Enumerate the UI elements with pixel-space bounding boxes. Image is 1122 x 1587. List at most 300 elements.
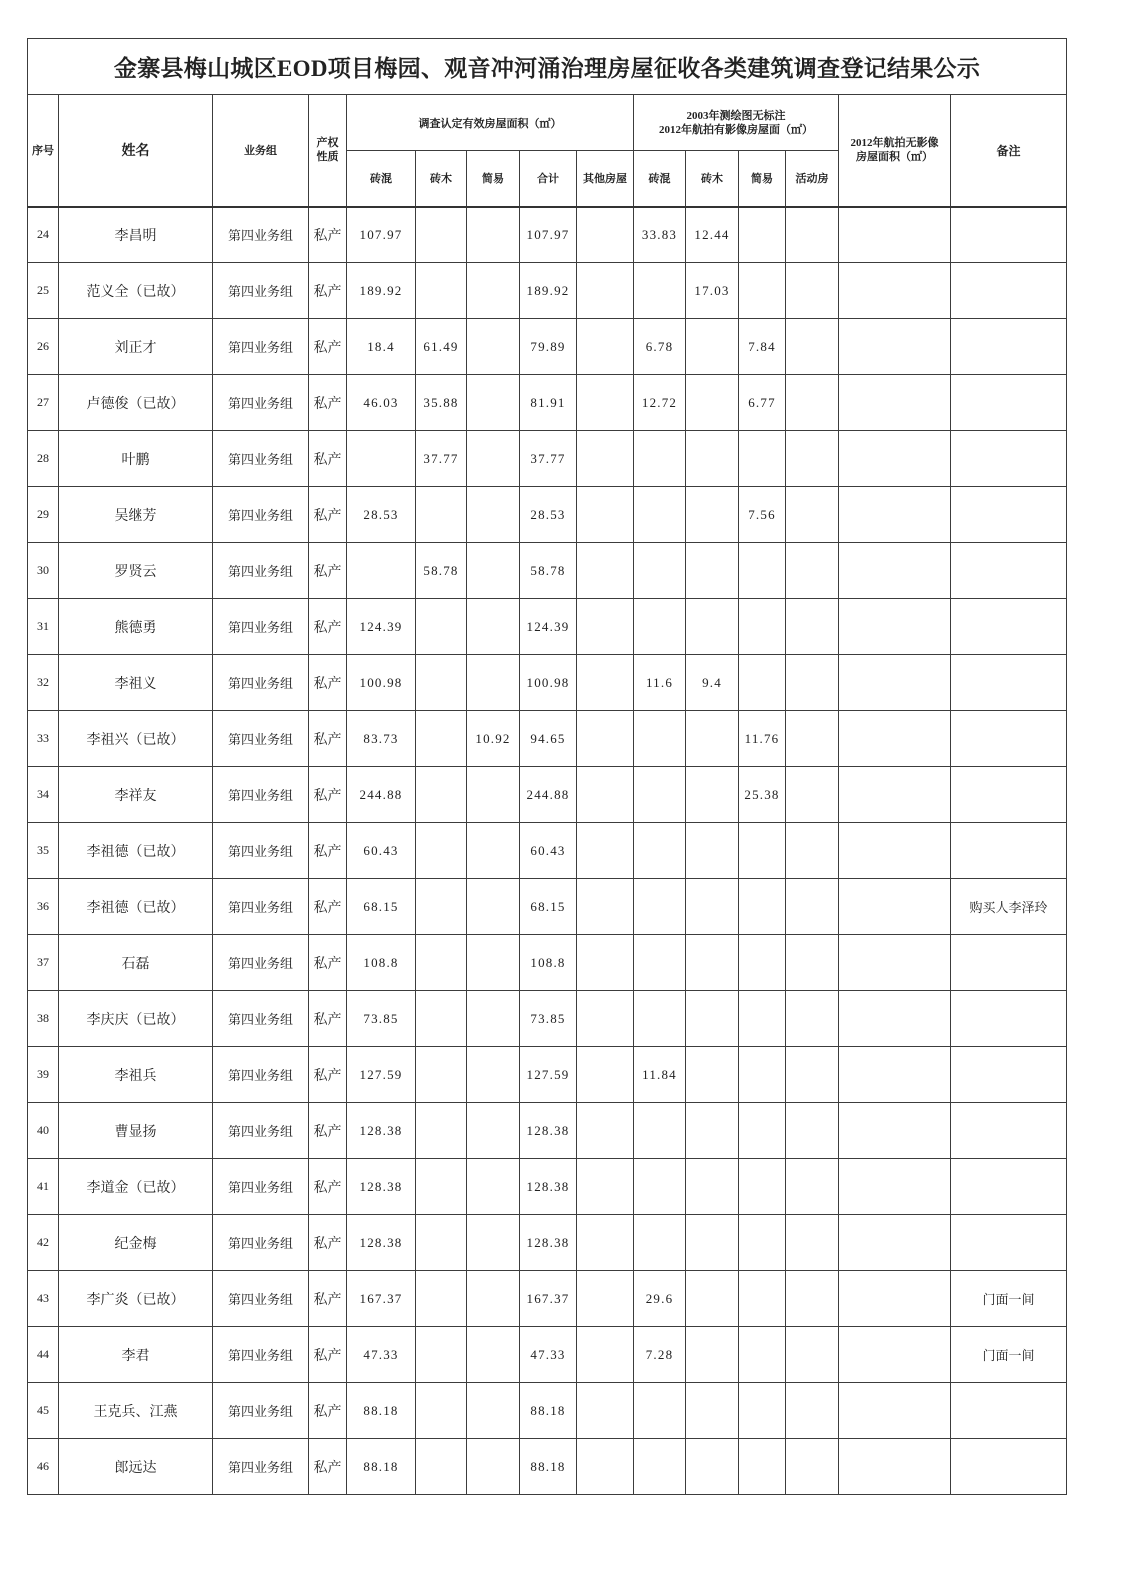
cell-survey-other <box>577 1047 634 1103</box>
cell-survey-total: 100.98 <box>520 655 577 711</box>
cell-survey-other <box>577 487 634 543</box>
cell-aerial-simple <box>739 263 786 319</box>
cell-group: 第四业务组 <box>213 1383 309 1439</box>
cell-name: 李君 <box>59 1327 213 1383</box>
cell-survey-brick-concrete: 100.98 <box>347 655 416 711</box>
cell-survey-brick-concrete: 244.88 <box>347 767 416 823</box>
cell-remark <box>951 263 1067 319</box>
header-row-1 <box>28 95 1067 151</box>
cell-aerial-brick-wood <box>686 543 739 599</box>
table-row <box>28 879 1067 935</box>
cell-survey-other <box>577 879 634 935</box>
cell-seq: 34 <box>28 767 59 823</box>
table-row <box>28 1215 1067 1271</box>
cell-aerial-mobile <box>786 263 839 319</box>
cell-name: 李祖德（已故） <box>59 879 213 935</box>
cell-aerial-mobile <box>786 207 839 263</box>
table-row <box>28 319 1067 375</box>
header-aerial-line2: 2012年航拍有影像房屋面（㎡） <box>659 123 813 136</box>
cell-remark <box>951 935 1067 991</box>
header-survey-other: 其他房屋 <box>577 151 634 207</box>
table-row <box>28 1271 1067 1327</box>
cell-survey-other <box>577 1215 634 1271</box>
header-name: 姓名 <box>59 95 213 207</box>
cell-survey-brick-concrete: 127.59 <box>347 1047 416 1103</box>
table-row <box>28 1103 1067 1159</box>
cell-remark <box>951 431 1067 487</box>
cell-survey-brick-wood <box>416 1383 467 1439</box>
cell-survey-total: 88.18 <box>520 1383 577 1439</box>
cell-no-image-area <box>839 207 951 263</box>
cell-survey-total: 60.43 <box>520 823 577 879</box>
cell-aerial-brick-concrete <box>634 823 686 879</box>
cell-survey-other <box>577 207 634 263</box>
cell-survey-brick-concrete: 73.85 <box>347 991 416 1047</box>
cell-property: 私产 <box>309 319 347 375</box>
cell-property: 私产 <box>309 1103 347 1159</box>
cell-seq: 40 <box>28 1103 59 1159</box>
cell-remark <box>951 1103 1067 1159</box>
cell-survey-simple <box>467 1047 520 1103</box>
cell-property: 私产 <box>309 599 347 655</box>
cell-no-image-area <box>839 879 951 935</box>
cell-property: 私产 <box>309 935 347 991</box>
cell-survey-brick-concrete: 28.53 <box>347 487 416 543</box>
cell-survey-brick-concrete: 124.39 <box>347 599 416 655</box>
header-survey-brick-concrete: 砖混 <box>347 151 416 207</box>
cell-remark <box>951 1159 1067 1215</box>
cell-aerial-simple: 7.56 <box>739 487 786 543</box>
cell-aerial-mobile <box>786 319 839 375</box>
cell-survey-brick-concrete: 107.97 <box>347 207 416 263</box>
cell-aerial-mobile <box>786 655 839 711</box>
cell-aerial-brick-concrete <box>634 431 686 487</box>
cell-seq: 27 <box>28 375 59 431</box>
cell-seq: 35 <box>28 823 59 879</box>
cell-name: 李庆庆（已故） <box>59 991 213 1047</box>
cell-aerial-brick-wood <box>686 991 739 1047</box>
cell-remark <box>951 1383 1067 1439</box>
cell-property: 私产 <box>309 1215 347 1271</box>
cell-property: 私产 <box>309 823 347 879</box>
cell-aerial-brick-concrete: 12.72 <box>634 375 686 431</box>
cell-aerial-brick-wood <box>686 1159 739 1215</box>
cell-aerial-brick-wood: 17.03 <box>686 263 739 319</box>
cell-group: 第四业务组 <box>213 935 309 991</box>
cell-name: 石磊 <box>59 935 213 991</box>
cell-survey-brick-wood <box>416 767 467 823</box>
cell-group: 第四业务组 <box>213 655 309 711</box>
cell-seq: 45 <box>28 1383 59 1439</box>
table-row <box>28 263 1067 319</box>
cell-seq: 44 <box>28 1327 59 1383</box>
cell-seq: 39 <box>28 1047 59 1103</box>
cell-survey-total: 107.97 <box>520 207 577 263</box>
table-row <box>28 543 1067 599</box>
table-row <box>28 1159 1067 1215</box>
cell-name: 李昌明 <box>59 207 213 263</box>
cell-group: 第四业务组 <box>213 431 309 487</box>
cell-no-image-area <box>839 319 951 375</box>
cell-aerial-mobile <box>786 375 839 431</box>
cell-no-image-area <box>839 823 951 879</box>
cell-survey-simple <box>467 935 520 991</box>
cell-survey-total: 68.15 <box>520 879 577 935</box>
cell-name: 曹显扬 <box>59 1103 213 1159</box>
header-aerial-brick-wood: 砖木 <box>686 151 739 207</box>
cell-remark: 门面一间 <box>951 1271 1067 1327</box>
cell-aerial-mobile <box>786 823 839 879</box>
cell-survey-brick-wood <box>416 1047 467 1103</box>
cell-aerial-simple <box>739 1159 786 1215</box>
header-aerial-simple: 简易 <box>739 151 786 207</box>
cell-seq: 41 <box>28 1159 59 1215</box>
cell-no-image-area <box>839 991 951 1047</box>
table-row <box>28 1439 1067 1495</box>
cell-survey-other <box>577 711 634 767</box>
cell-survey-simple <box>467 879 520 935</box>
cell-no-image-area <box>839 1439 951 1495</box>
cell-survey-brick-wood: 61.49 <box>416 319 467 375</box>
header-aerial-line1: 2003年测绘图无标注 <box>686 109 786 122</box>
cell-survey-simple <box>467 1439 520 1495</box>
cell-aerial-brick-concrete: 11.84 <box>634 1047 686 1103</box>
cell-survey-total: 128.38 <box>520 1215 577 1271</box>
cell-survey-brick-concrete: 88.18 <box>347 1383 416 1439</box>
cell-aerial-brick-wood <box>686 1047 739 1103</box>
cell-survey-other <box>577 543 634 599</box>
header-property-line1: 产权 <box>316 137 339 150</box>
cell-aerial-brick-concrete <box>634 1439 686 1495</box>
cell-survey-brick-wood: 35.88 <box>416 375 467 431</box>
cell-group: 第四业务组 <box>213 991 309 1047</box>
cell-survey-total: 128.38 <box>520 1159 577 1215</box>
cell-aerial-mobile <box>786 599 839 655</box>
cell-remark <box>951 711 1067 767</box>
cell-aerial-brick-concrete <box>634 1215 686 1271</box>
cell-aerial-mobile <box>786 1159 839 1215</box>
cell-no-image-area <box>839 767 951 823</box>
cell-aerial-mobile <box>786 1327 839 1383</box>
cell-survey-simple <box>467 1103 520 1159</box>
cell-seq: 31 <box>28 599 59 655</box>
cell-no-image-area <box>839 543 951 599</box>
table-row <box>28 375 1067 431</box>
cell-property: 私产 <box>309 431 347 487</box>
title-row <box>28 39 1067 95</box>
cell-no-image-area <box>839 1215 951 1271</box>
cell-seq: 28 <box>28 431 59 487</box>
cell-survey-brick-wood <box>416 991 467 1047</box>
cell-seq: 46 <box>28 1439 59 1495</box>
cell-name: 李祖义 <box>59 655 213 711</box>
cell-survey-brick-wood <box>416 599 467 655</box>
cell-survey-other <box>577 655 634 711</box>
cell-aerial-brick-concrete <box>634 599 686 655</box>
cell-aerial-brick-concrete: 11.6 <box>634 655 686 711</box>
table-row <box>28 207 1067 263</box>
cell-property: 私产 <box>309 655 347 711</box>
cell-survey-total: 73.85 <box>520 991 577 1047</box>
cell-group: 第四业务组 <box>213 319 309 375</box>
table-body <box>28 207 1067 1495</box>
cell-survey-total: 81.91 <box>520 375 577 431</box>
cell-aerial-brick-wood <box>686 1271 739 1327</box>
table-row <box>28 1383 1067 1439</box>
table-row <box>28 599 1067 655</box>
table-row <box>28 935 1067 991</box>
cell-group: 第四业务组 <box>213 543 309 599</box>
cell-aerial-simple <box>739 543 786 599</box>
cell-aerial-brick-wood <box>686 1103 739 1159</box>
cell-aerial-brick-wood <box>686 1439 739 1495</box>
cell-name: 刘正才 <box>59 319 213 375</box>
cell-property: 私产 <box>309 207 347 263</box>
header-aerial-area <box>634 95 839 151</box>
cell-survey-brick-wood <box>416 879 467 935</box>
cell-remark <box>951 1215 1067 1271</box>
cell-survey-simple <box>467 823 520 879</box>
header-aerial-brick-concrete: 砖混 <box>634 151 686 207</box>
cell-name: 王克兵、江燕 <box>59 1383 213 1439</box>
cell-aerial-brick-wood <box>686 823 739 879</box>
survey-result-table <box>27 38 1067 1495</box>
cell-survey-total: 79.89 <box>520 319 577 375</box>
cell-group: 第四业务组 <box>213 1047 309 1103</box>
cell-survey-simple <box>467 1159 520 1215</box>
cell-survey-other <box>577 1327 634 1383</box>
cell-aerial-simple <box>739 655 786 711</box>
cell-seq: 26 <box>28 319 59 375</box>
cell-name: 纪金梅 <box>59 1215 213 1271</box>
header-aerial-mobile: 活动房 <box>786 151 839 207</box>
cell-survey-total: 167.37 <box>520 1271 577 1327</box>
cell-aerial-simple <box>739 991 786 1047</box>
cell-name: 李祖兴（已故） <box>59 711 213 767</box>
cell-aerial-simple <box>739 431 786 487</box>
cell-aerial-brick-wood <box>686 375 739 431</box>
cell-aerial-brick-concrete <box>634 879 686 935</box>
cell-survey-simple <box>467 1271 520 1327</box>
cell-survey-total: 128.38 <box>520 1103 577 1159</box>
cell-aerial-mobile <box>786 711 839 767</box>
cell-aerial-brick-concrete: 33.83 <box>634 207 686 263</box>
cell-survey-simple <box>467 767 520 823</box>
cell-survey-other <box>577 431 634 487</box>
cell-no-image-area <box>839 1383 951 1439</box>
cell-survey-brick-concrete: 128.38 <box>347 1159 416 1215</box>
cell-aerial-simple: 7.84 <box>739 319 786 375</box>
cell-aerial-brick-wood <box>686 767 739 823</box>
cell-survey-simple <box>467 207 520 263</box>
cell-survey-total: 88.18 <box>520 1439 577 1495</box>
cell-survey-brick-wood <box>416 1215 467 1271</box>
cell-aerial-mobile <box>786 1103 839 1159</box>
cell-remark <box>951 767 1067 823</box>
cell-survey-simple <box>467 263 520 319</box>
cell-survey-other <box>577 935 634 991</box>
cell-remark <box>951 823 1067 879</box>
cell-aerial-brick-wood <box>686 431 739 487</box>
cell-survey-brick-wood <box>416 655 467 711</box>
cell-aerial-brick-wood <box>686 1215 739 1271</box>
cell-name: 李道金（已故） <box>59 1159 213 1215</box>
header-survey-brick-wood: 砖木 <box>416 151 467 207</box>
cell-survey-brick-wood <box>416 711 467 767</box>
cell-aerial-simple <box>739 1271 786 1327</box>
cell-no-image-area <box>839 1047 951 1103</box>
cell-remark <box>951 1439 1067 1495</box>
cell-aerial-simple <box>739 935 786 991</box>
cell-name: 郎远达 <box>59 1439 213 1495</box>
cell-seq: 24 <box>28 207 59 263</box>
cell-survey-other <box>577 375 634 431</box>
cell-remark: 门面一间 <box>951 1327 1067 1383</box>
cell-aerial-simple <box>739 1215 786 1271</box>
cell-aerial-simple: 6.77 <box>739 375 786 431</box>
cell-aerial-brick-concrete <box>634 543 686 599</box>
cell-name: 吴继芳 <box>59 487 213 543</box>
cell-aerial-mobile <box>786 487 839 543</box>
cell-survey-brick-concrete: 47.33 <box>347 1327 416 1383</box>
cell-property: 私产 <box>309 711 347 767</box>
cell-no-image-area <box>839 263 951 319</box>
cell-aerial-brick-concrete <box>634 935 686 991</box>
cell-remark <box>951 319 1067 375</box>
cell-no-image-area <box>839 1327 951 1383</box>
cell-no-image-area <box>839 1103 951 1159</box>
cell-property: 私产 <box>309 263 347 319</box>
cell-survey-brick-concrete: 189.92 <box>347 263 416 319</box>
table-row <box>28 991 1067 1047</box>
cell-survey-other <box>577 991 634 1047</box>
cell-survey-other <box>577 1159 634 1215</box>
cell-aerial-brick-wood <box>686 319 739 375</box>
cell-aerial-brick-concrete <box>634 263 686 319</box>
cell-aerial-brick-wood <box>686 711 739 767</box>
page-title: 金寨县梅山城区EOD项目梅园、观音冲河涌治理房屋征收各类建筑调查登记结果公示 <box>28 39 1067 95</box>
cell-property: 私产 <box>309 991 347 1047</box>
cell-property: 私产 <box>309 879 347 935</box>
cell-group: 第四业务组 <box>213 1103 309 1159</box>
cell-survey-brick-wood <box>416 1271 467 1327</box>
cell-aerial-mobile <box>786 1439 839 1495</box>
cell-survey-brick-concrete <box>347 431 416 487</box>
cell-survey-other <box>577 1439 634 1495</box>
cell-no-image-area <box>839 1159 951 1215</box>
cell-group: 第四业务组 <box>213 487 309 543</box>
cell-survey-brick-wood <box>416 1327 467 1383</box>
cell-name: 叶鹏 <box>59 431 213 487</box>
cell-name: 李祥友 <box>59 767 213 823</box>
cell-survey-total: 58.78 <box>520 543 577 599</box>
cell-survey-total: 124.39 <box>520 599 577 655</box>
header-no-image-line1: 2012年航拍无影像 <box>850 137 939 150</box>
cell-survey-total: 37.77 <box>520 431 577 487</box>
cell-property: 私产 <box>309 1383 347 1439</box>
cell-survey-brick-concrete: 18.4 <box>347 319 416 375</box>
cell-survey-simple: 10.92 <box>467 711 520 767</box>
cell-survey-simple <box>467 431 520 487</box>
cell-property: 私产 <box>309 1327 347 1383</box>
cell-aerial-simple <box>739 1439 786 1495</box>
cell-seq: 37 <box>28 935 59 991</box>
cell-property: 私产 <box>309 1159 347 1215</box>
cell-aerial-brick-wood: 12.44 <box>686 207 739 263</box>
header-survey-simple: 简易 <box>467 151 520 207</box>
cell-group: 第四业务组 <box>213 375 309 431</box>
cell-survey-other <box>577 767 634 823</box>
cell-survey-other <box>577 1271 634 1327</box>
cell-aerial-brick-concrete: 29.6 <box>634 1271 686 1327</box>
cell-aerial-brick-wood <box>686 1383 739 1439</box>
cell-property: 私产 <box>309 543 347 599</box>
cell-aerial-brick-wood: 9.4 <box>686 655 739 711</box>
cell-name: 罗贤云 <box>59 543 213 599</box>
cell-aerial-mobile <box>786 991 839 1047</box>
cell-survey-simple <box>467 543 520 599</box>
header-survey-total: 合计 <box>520 151 577 207</box>
cell-name: 李广炎（已故） <box>59 1271 213 1327</box>
cell-survey-simple <box>467 1215 520 1271</box>
table-row <box>28 655 1067 711</box>
table-row <box>28 487 1067 543</box>
cell-aerial-mobile <box>786 1271 839 1327</box>
cell-survey-simple <box>467 599 520 655</box>
cell-survey-other <box>577 1383 634 1439</box>
cell-remark <box>951 375 1067 431</box>
cell-survey-brick-wood <box>416 935 467 991</box>
cell-survey-brick-wood <box>416 1103 467 1159</box>
cell-survey-other <box>577 823 634 879</box>
table-row <box>28 1327 1067 1383</box>
cell-seq: 33 <box>28 711 59 767</box>
table-row <box>28 767 1067 823</box>
cell-property: 私产 <box>309 767 347 823</box>
cell-remark <box>951 655 1067 711</box>
cell-property: 私产 <box>309 1439 347 1495</box>
table-row <box>28 431 1067 487</box>
cell-survey-brick-wood <box>416 207 467 263</box>
cell-seq: 29 <box>28 487 59 543</box>
cell-survey-total: 94.65 <box>520 711 577 767</box>
cell-property: 私产 <box>309 1047 347 1103</box>
cell-survey-total: 244.88 <box>520 767 577 823</box>
cell-aerial-simple <box>739 1327 786 1383</box>
cell-aerial-simple <box>739 1383 786 1439</box>
cell-survey-simple <box>467 655 520 711</box>
cell-group: 第四业务组 <box>213 599 309 655</box>
cell-survey-other <box>577 319 634 375</box>
cell-survey-brick-wood: 58.78 <box>416 543 467 599</box>
cell-aerial-mobile <box>786 879 839 935</box>
cell-aerial-brick-concrete: 7.28 <box>634 1327 686 1383</box>
cell-aerial-mobile <box>786 543 839 599</box>
cell-group: 第四业务组 <box>213 263 309 319</box>
cell-group: 第四业务组 <box>213 1215 309 1271</box>
cell-property: 私产 <box>309 487 347 543</box>
cell-name: 卢德俊（已故） <box>59 375 213 431</box>
cell-aerial-mobile <box>786 431 839 487</box>
cell-aerial-simple <box>739 879 786 935</box>
cell-name: 范义全（已故） <box>59 263 213 319</box>
cell-survey-other <box>577 599 634 655</box>
cell-aerial-mobile <box>786 1383 839 1439</box>
header-property <box>309 95 347 207</box>
cell-aerial-simple <box>739 1047 786 1103</box>
table-row <box>28 1047 1067 1103</box>
cell-survey-brick-concrete: 128.38 <box>347 1103 416 1159</box>
